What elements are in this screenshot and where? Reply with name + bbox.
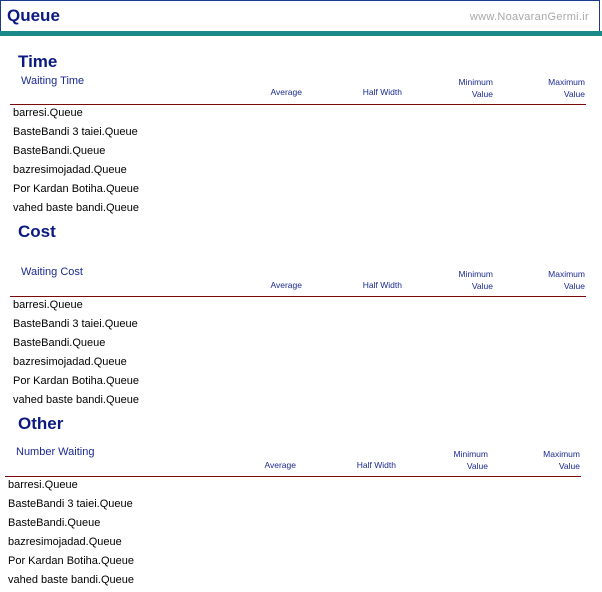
column-header-maximum: Maximum Value <box>543 449 580 471</box>
section-title-cost: Cost <box>18 222 56 241</box>
report-header <box>0 0 600 32</box>
group-label-waiting-time: Waiting Time <box>21 75 85 87</box>
queue-name: BasteBandi.Queue <box>13 145 106 157</box>
queue-name: BasteBandi.Queue <box>8 517 101 529</box>
queue-name: barresi.Queue <box>13 107 83 119</box>
column-header-average: Average <box>270 280 302 290</box>
report-title: Queue <box>7 6 60 25</box>
queue-name: Por Kardan Botiha.Queue <box>13 183 139 195</box>
table-rule <box>10 296 586 297</box>
column-header-maximum: Maximum Value <box>548 77 585 99</box>
queue-name: bazresimojadad.Queue <box>13 356 127 368</box>
group-label-waiting-cost: Waiting Cost <box>21 266 83 278</box>
table-rule <box>10 104 586 105</box>
queue-name: vahed baste bandi.Queue <box>13 202 139 214</box>
queue-name: BasteBandi 3 taiei.Queue <box>8 498 133 510</box>
group-label-number-waiting: Number Waiting <box>16 446 95 458</box>
column-header-half-width: Half Width <box>362 280 402 290</box>
website-watermark: www.NoavaranGermi.ir <box>469 11 589 23</box>
queue-name: bazresimojadad.Queue <box>8 536 122 548</box>
column-header-minimum: Minimum Value <box>458 269 493 291</box>
queue-name: barresi.Queue <box>13 299 83 311</box>
table-rule <box>5 476 581 477</box>
header-divider <box>0 31 602 36</box>
column-header-average: Average <box>270 87 302 97</box>
column-header-average: Average <box>264 460 296 470</box>
queue-name: vahed baste bandi.Queue <box>13 394 139 406</box>
queue-name: Por Kardan Botiha.Queue <box>8 555 134 567</box>
column-header-half-width: Half Width <box>356 460 396 470</box>
section-title-other: Other <box>18 414 64 433</box>
queue-name: vahed baste bandi.Queue <box>8 574 134 586</box>
queue-name: BasteBandi 3 taiei.Queue <box>13 318 138 330</box>
queue-name: Por Kardan Botiha.Queue <box>13 375 139 387</box>
section-title-time: Time <box>18 52 58 71</box>
queue-name: bazresimojadad.Queue <box>13 164 127 176</box>
column-header-minimum: Minimum Value <box>453 449 488 471</box>
column-header-half-width: Half Width <box>362 87 402 97</box>
column-header-maximum: Maximum Value <box>548 269 585 291</box>
queue-name: BasteBandi 3 taiei.Queue <box>13 126 138 138</box>
queue-name: BasteBandi.Queue <box>13 337 106 349</box>
queue-name: barresi.Queue <box>8 479 78 491</box>
column-header-minimum: Minimum Value <box>458 77 493 99</box>
